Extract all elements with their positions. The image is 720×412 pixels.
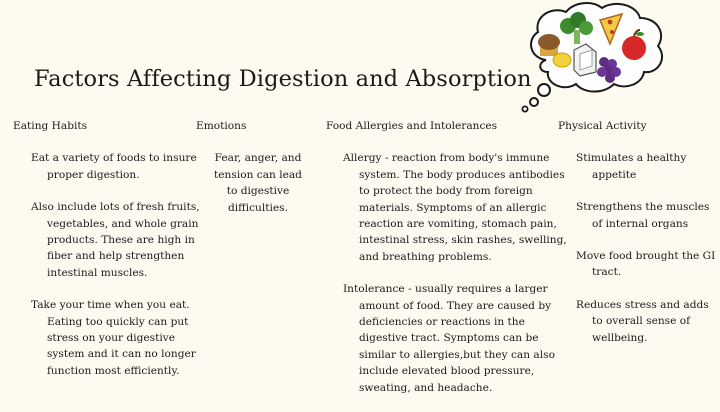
column-food-allergies xyxy=(326,118,567,412)
list-item: Intolerance - usually requires a larger amount of food. They are caused by deficiencies or reactions in the digestive tract. Symptoms can be similar to allergies,but they can also include elevated blood pressure, sweating, and headache. xyxy=(343,283,555,394)
column-physical-activity xyxy=(558,118,716,362)
column-emotions xyxy=(196,118,308,232)
list-item: Take your time when you eat. Eating too quickly can put stress on your digestive system and it can no longer function most efficiently. xyxy=(31,299,196,377)
column-eating-habits xyxy=(13,118,200,395)
list-item: Also include lots of fresh fruits, vegetables, and whole grain products. These are high in fiber and help strengthen intestinal muscles. xyxy=(31,201,200,279)
column-heading: Emotions xyxy=(196,120,247,132)
column-heading: Eating Habits xyxy=(13,120,88,132)
list-item: Eat a variety of foods to insure proper digestion. xyxy=(31,152,197,181)
page-title: Factors Affecting Digestion and Absorption xyxy=(34,66,532,92)
food-thought-bubble-icon xyxy=(508,0,668,118)
column-heading: Food Allergies and Intolerances xyxy=(326,120,498,132)
list-item: Allergy - reaction from body's immune system. The body produces antibodies to protect the body from foreign materials. Symptoms of an allergic reaction are vomiting, stomach pain, intestinal stress, skin rashes, swelling, and breathing problems. xyxy=(343,152,567,263)
list-item: Move food brought the GI tract. xyxy=(576,250,716,279)
list-item: Fear, anger, and tension can lead to digestive difficulties. xyxy=(214,152,302,214)
list-item: Reduces stress and adds to overall sense of wellbeing. xyxy=(576,298,709,344)
column-heading: Physical Activity xyxy=(558,120,647,132)
list-item: Stimulates a healthy appetite xyxy=(576,152,687,181)
list-item: Strengthens the muscles of internal organs xyxy=(576,201,710,230)
